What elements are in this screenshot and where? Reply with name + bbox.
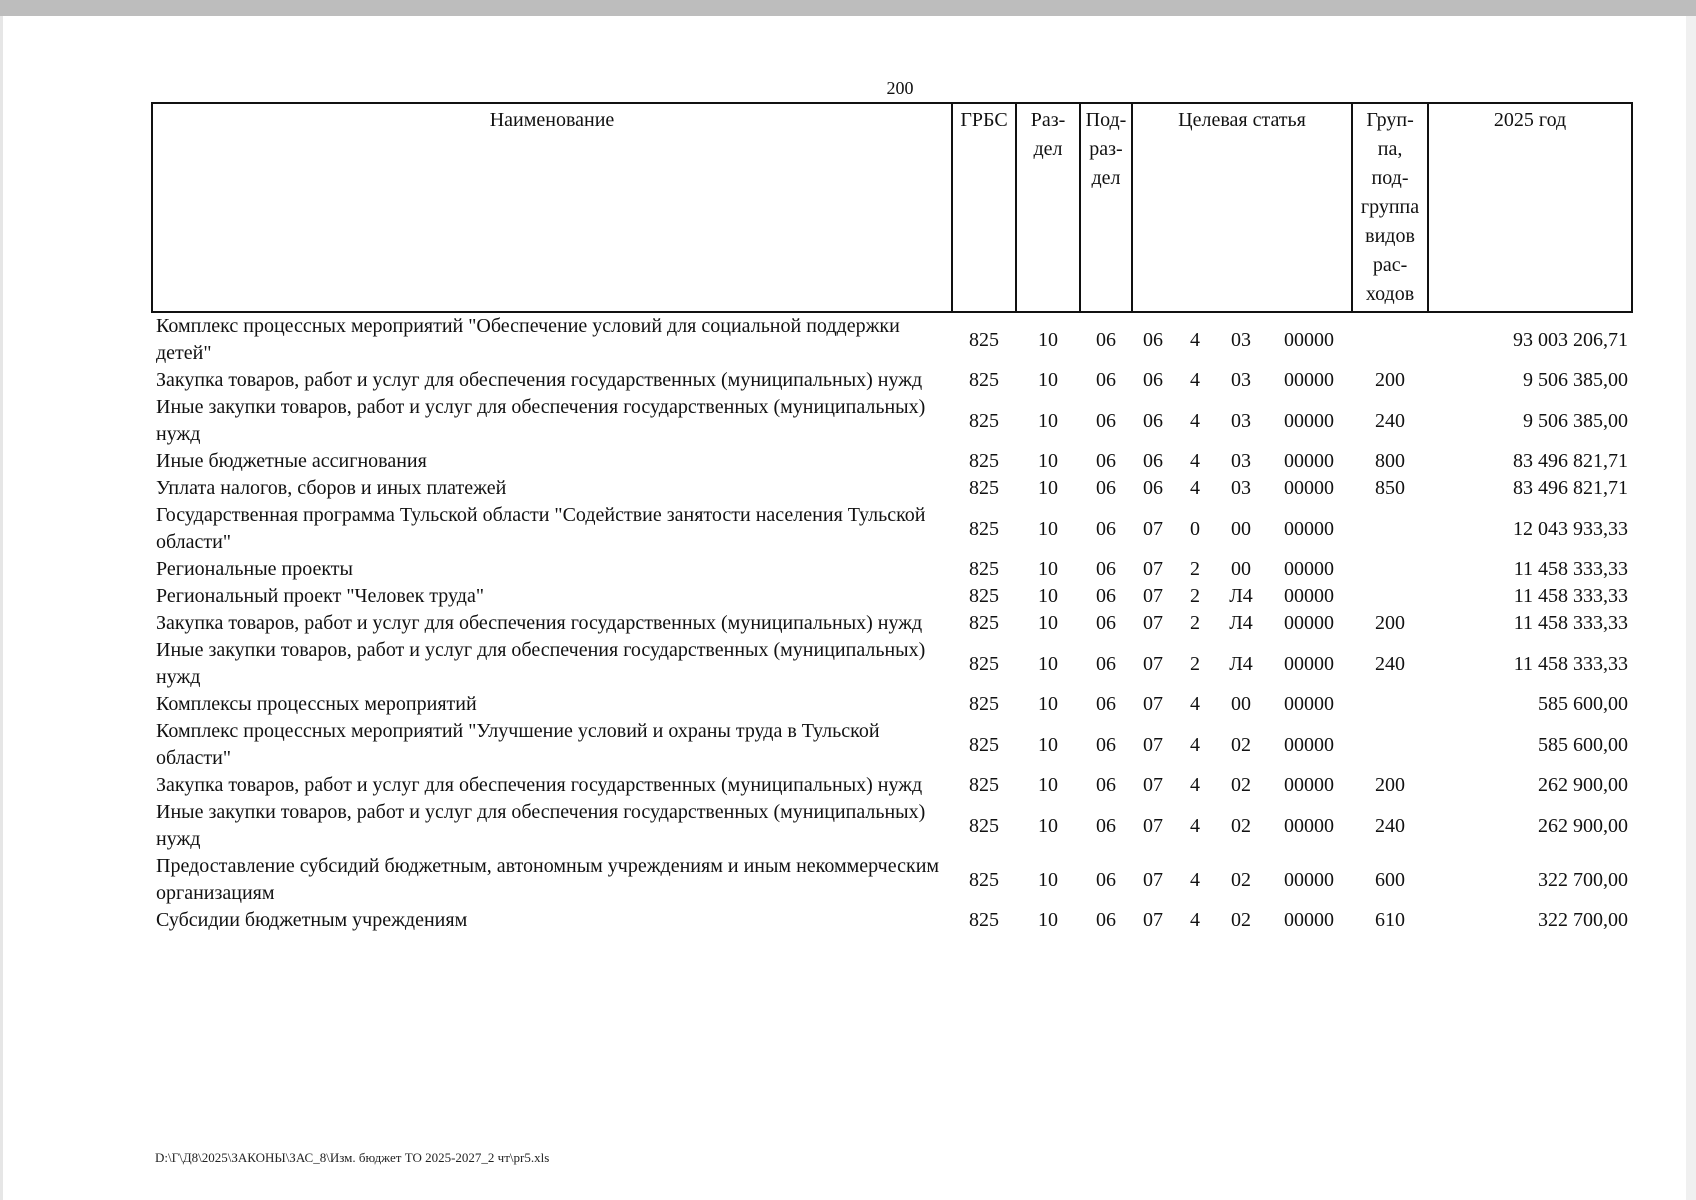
- table-row: [152, 637, 1632, 691]
- row-target-program: 06: [1143, 450, 1163, 472]
- row-target-direction: 00000: [1284, 909, 1335, 931]
- row-name: Комплекс процессных мероприятий "Обеспечение условий для социальной поддержки детей": [156, 315, 900, 364]
- row-target-direction: 00000: [1284, 585, 1335, 607]
- row-target-element: 03: [1231, 477, 1251, 499]
- row-name: Закупка товаров, работ и услуг для обеспечения государственных (муниципальных) нужд: [156, 369, 923, 391]
- row-razdel: 10: [1038, 558, 1058, 580]
- row-target-element: Л4: [1229, 612, 1253, 634]
- scan-left-edge: [0, 16, 3, 1200]
- row-target-program: 07: [1143, 693, 1163, 715]
- row-razdel: 10: [1038, 517, 1058, 540]
- row-target-direction: 00000: [1284, 774, 1335, 796]
- row-amount: 9 506 385,00: [1523, 369, 1629, 391]
- row-target-element: 02: [1231, 733, 1251, 756]
- file-path-footer: D:\Г\Д8\2025\ЗАКОНЫ\ЗАС_8\Изм. бюджет ТО 2025-2027_2 чт\pr5.xls: [155, 1150, 550, 1165]
- row-expense-group: [1352, 556, 1428, 583]
- table-row: [152, 772, 1632, 799]
- row-podrazdel: 06: [1096, 517, 1116, 540]
- row-expense-group: 610: [1375, 909, 1406, 931]
- row-podrazdel: 06: [1096, 328, 1116, 351]
- row-target-type: 4: [1190, 328, 1200, 351]
- row-razdel: 10: [1038, 369, 1058, 391]
- row-name: Иные бюджетные ассигнования: [156, 450, 427, 472]
- table-body: [152, 312, 1632, 934]
- row-amount: 12 043 933,33: [1513, 517, 1629, 540]
- table-row: [152, 367, 1632, 394]
- row-grbs: 825: [969, 612, 999, 634]
- row-target-type: 0: [1190, 517, 1200, 540]
- header-razdel: Раз- дел: [1016, 103, 1080, 312]
- row-target-element: 03: [1231, 409, 1251, 432]
- row-razdel: 10: [1038, 612, 1058, 634]
- row-target-element: Л4: [1229, 585, 1253, 607]
- row-name: Региональные проекты: [156, 558, 353, 580]
- row-target-program: 07: [1143, 585, 1163, 607]
- row-target-element: 02: [1231, 909, 1251, 931]
- row-name: Уплата налогов, сборов и иных платежей: [156, 477, 507, 499]
- row-target-type: 2: [1190, 652, 1200, 675]
- header-year-2025: 2025 год: [1428, 103, 1632, 312]
- row-expense-group: 200: [1375, 774, 1406, 796]
- row-name: Предоставление субсидий бюджетным, автономным учреждениям и иным некоммерческим организациям: [156, 855, 940, 904]
- row-expense-group: [1352, 691, 1428, 718]
- row-target-direction: 00000: [1284, 868, 1335, 891]
- row-podrazdel: 06: [1096, 814, 1116, 837]
- row-podrazdel: 06: [1096, 909, 1116, 931]
- row-target-type: 4: [1190, 477, 1200, 499]
- row-razdel: 10: [1038, 733, 1058, 756]
- row-podrazdel: 06: [1096, 652, 1116, 675]
- row-name: Закупка товаров, работ и услуг для обеспечения государственных (муниципальных) нужд: [156, 774, 923, 796]
- row-podrazdel: 06: [1096, 369, 1116, 391]
- row-name: Иные закупки товаров, работ и услуг для обеспечения государственных (муниципальных) нужд: [156, 801, 926, 850]
- table-row: [152, 312, 1632, 367]
- row-podrazdel: 06: [1096, 585, 1116, 607]
- header-expense-group: Груп- па, под- группа видов рас- ходов: [1352, 103, 1428, 312]
- row-amount: 262 900,00: [1538, 814, 1629, 837]
- table-row: [152, 907, 1632, 934]
- row-target-type: 4: [1190, 369, 1200, 391]
- row-amount: 262 900,00: [1538, 774, 1629, 796]
- row-amount: 11 458 333,33: [1513, 585, 1629, 607]
- row-grbs: 825: [969, 477, 999, 499]
- row-target-type: 2: [1190, 612, 1200, 634]
- table-header: [152, 103, 1632, 312]
- row-target-program: 07: [1143, 652, 1163, 675]
- row-expense-group: 200: [1375, 369, 1406, 391]
- row-target-direction: 00000: [1284, 369, 1335, 391]
- row-target-program: 07: [1143, 814, 1163, 837]
- row-target-element: 03: [1231, 328, 1251, 351]
- row-amount: 322 700,00: [1538, 868, 1629, 891]
- row-target-direction: 00000: [1284, 450, 1335, 472]
- row-target-type: 4: [1190, 733, 1200, 756]
- table-row: [152, 853, 1632, 907]
- row-name: Комплексы процессных мероприятий: [156, 693, 477, 715]
- row-expense-group: 600: [1375, 868, 1406, 891]
- table-row: [152, 394, 1632, 448]
- row-target-direction: 00000: [1284, 558, 1335, 580]
- row-expense-group: 240: [1375, 409, 1406, 432]
- row-name: Иные закупки товаров, работ и услуг для обеспечения государственных (муниципальных) нужд: [156, 639, 926, 688]
- row-grbs: 825: [969, 693, 999, 715]
- table-row: [152, 556, 1632, 583]
- row-expense-group: [1352, 312, 1428, 367]
- row-grbs: 825: [969, 652, 999, 675]
- row-razdel: 10: [1038, 585, 1058, 607]
- budget-table: [151, 102, 1633, 934]
- row-target-program: 07: [1143, 733, 1163, 756]
- table-row: [152, 718, 1632, 772]
- row-amount: 322 700,00: [1538, 909, 1629, 931]
- row-target-type: 4: [1190, 868, 1200, 891]
- table-row: [152, 475, 1632, 502]
- row-amount: 83 496 821,71: [1513, 450, 1629, 472]
- row-amount: 9 506 385,00: [1523, 409, 1629, 432]
- row-target-program: 07: [1143, 612, 1163, 634]
- row-target-program: 07: [1143, 558, 1163, 580]
- table-row: [152, 610, 1632, 637]
- scan-top-margin: [0, 0, 1696, 16]
- row-razdel: 10: [1038, 409, 1058, 432]
- table-row: [152, 448, 1632, 475]
- row-expense-group: 800: [1375, 450, 1406, 472]
- row-target-direction: 00000: [1284, 517, 1335, 540]
- row-grbs: 825: [969, 774, 999, 796]
- row-razdel: 10: [1038, 450, 1058, 472]
- row-amount: 11 458 333,33: [1513, 612, 1629, 634]
- row-podrazdel: 06: [1096, 693, 1116, 715]
- row-podrazdel: 06: [1096, 477, 1116, 499]
- row-target-element: 03: [1231, 369, 1251, 391]
- header-target-article: Целевая статья: [1132, 103, 1352, 312]
- table-row: [152, 691, 1632, 718]
- row-razdel: 10: [1038, 328, 1058, 351]
- row-grbs: 825: [969, 558, 999, 580]
- row-amount: 585 600,00: [1538, 733, 1629, 756]
- row-grbs: 825: [969, 868, 999, 891]
- row-grbs: 825: [969, 517, 999, 540]
- row-podrazdel: 06: [1096, 558, 1116, 580]
- row-grbs: 825: [969, 733, 999, 756]
- table-row: [152, 799, 1632, 853]
- row-target-element: 03: [1231, 450, 1251, 472]
- table-row: [152, 502, 1632, 556]
- row-amount: 585 600,00: [1538, 693, 1629, 715]
- row-name: Государственная программа Тульской области "Содействие занятости населения Тульской области": [156, 504, 926, 553]
- row-podrazdel: 06: [1096, 868, 1116, 891]
- row-razdel: 10: [1038, 868, 1058, 891]
- row-grbs: 825: [969, 328, 999, 351]
- row-razdel: 10: [1038, 909, 1058, 931]
- row-target-program: 07: [1143, 774, 1163, 796]
- row-grbs: 825: [969, 909, 999, 931]
- row-grbs: 825: [969, 369, 999, 391]
- row-target-type: 4: [1190, 450, 1200, 472]
- row-target-type: 4: [1190, 814, 1200, 837]
- row-expense-group: [1352, 502, 1428, 556]
- row-target-direction: 00000: [1284, 477, 1335, 499]
- row-expense-group: 240: [1375, 652, 1406, 675]
- row-target-element: 02: [1231, 868, 1251, 891]
- row-target-program: 07: [1143, 868, 1163, 891]
- row-name: Закупка товаров, работ и услуг для обеспечения государственных (муниципальных) нужд: [156, 612, 923, 634]
- row-target-element: 02: [1231, 774, 1251, 796]
- row-name: Комплекс процессных мероприятий "Улучшение условий и охраны труда в Тульской области": [156, 720, 880, 769]
- scan-right-margin: [1686, 16, 1696, 1200]
- row-expense-group: 240: [1375, 814, 1406, 837]
- row-razdel: 10: [1038, 693, 1058, 715]
- row-razdel: 10: [1038, 774, 1058, 796]
- row-amount: 93 003 206,71: [1513, 328, 1629, 351]
- table-row: [152, 583, 1632, 610]
- row-target-program: 06: [1143, 328, 1163, 351]
- header-podrazdel: Под- раз- дел: [1080, 103, 1132, 312]
- row-grbs: 825: [969, 814, 999, 837]
- row-target-program: 07: [1143, 909, 1163, 931]
- row-podrazdel: 06: [1096, 409, 1116, 432]
- row-target-program: 07: [1143, 517, 1163, 540]
- row-target-type: 2: [1190, 585, 1200, 607]
- header-name: Наименование: [152, 103, 952, 312]
- row-podrazdel: 06: [1096, 733, 1116, 756]
- row-target-program: 06: [1143, 369, 1163, 391]
- row-name: Иные закупки товаров, работ и услуг для обеспечения государственных (муниципальных) нужд: [156, 396, 926, 445]
- row-grbs: 825: [969, 409, 999, 432]
- row-expense-group: [1352, 718, 1428, 772]
- row-target-direction: 00000: [1284, 814, 1335, 837]
- row-razdel: 10: [1038, 814, 1058, 837]
- row-target-direction: 00000: [1284, 409, 1335, 432]
- row-target-direction: 00000: [1284, 693, 1335, 715]
- row-target-program: 06: [1143, 477, 1163, 499]
- row-razdel: 10: [1038, 652, 1058, 675]
- row-target-program: 06: [1143, 409, 1163, 432]
- row-expense-group: [1352, 583, 1428, 610]
- row-name: Региональный проект "Человек труда": [156, 585, 484, 607]
- row-podrazdel: 06: [1096, 450, 1116, 472]
- row-target-element: 02: [1231, 814, 1251, 837]
- row-target-direction: 00000: [1284, 328, 1335, 351]
- row-amount: 11 458 333,33: [1513, 652, 1629, 675]
- row-target-direction: 00000: [1284, 652, 1335, 675]
- row-target-direction: 00000: [1284, 612, 1335, 634]
- row-grbs: 825: [969, 450, 999, 472]
- row-target-direction: 00000: [1284, 733, 1335, 756]
- row-target-type: 4: [1190, 909, 1200, 931]
- row-target-type: 4: [1190, 774, 1200, 796]
- page-number: 200: [886, 78, 914, 98]
- row-target-element: 00: [1231, 693, 1251, 715]
- row-target-element: 00: [1231, 558, 1251, 580]
- row-target-element: Л4: [1229, 652, 1253, 675]
- row-target-type: 4: [1190, 409, 1200, 432]
- row-target-type: 4: [1190, 693, 1200, 715]
- row-name: Субсидии бюджетным учреждениям: [156, 909, 468, 931]
- row-podrazdel: 06: [1096, 612, 1116, 634]
- row-target-element: 00: [1231, 517, 1251, 540]
- row-razdel: 10: [1038, 477, 1058, 499]
- row-target-type: 2: [1190, 558, 1200, 580]
- row-grbs: 825: [969, 585, 999, 607]
- header-grbs: ГРБС: [952, 103, 1016, 312]
- row-amount: 11 458 333,33: [1513, 558, 1629, 580]
- row-expense-group: 200: [1375, 612, 1406, 634]
- row-podrazdel: 06: [1096, 774, 1116, 796]
- row-expense-group: 850: [1375, 477, 1406, 499]
- row-amount: 83 496 821,71: [1513, 477, 1629, 499]
